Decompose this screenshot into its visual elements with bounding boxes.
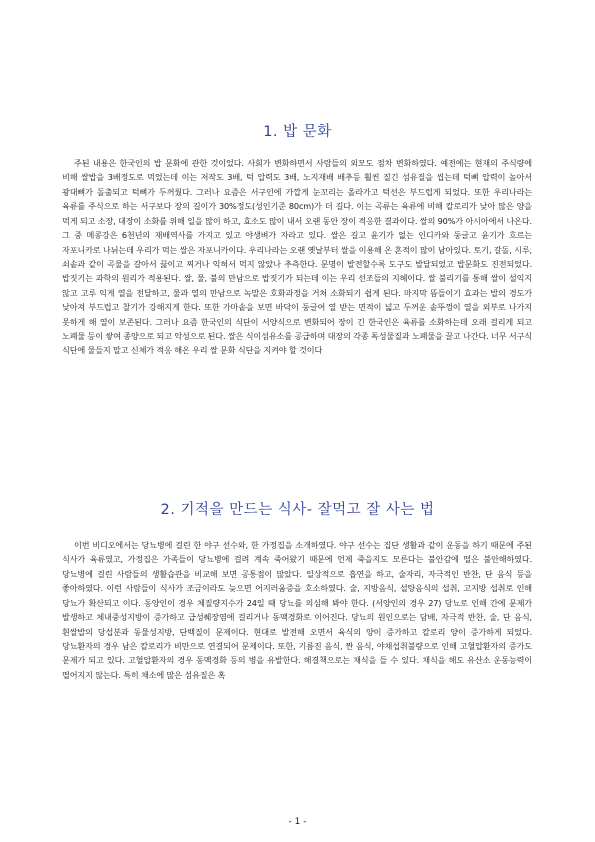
section-2-title: 2. 기적을 만드는 식사- 잘먹고 잘 사는 법 [160, 502, 435, 518]
section-2-body: 이번 비디오에서는 당뇨병에 걸린 한 야구 선수와, 한 가정집을 소개하였다. 야구 선수는 집단 생활과 같이 운동을 하기 때문에 주된 식사가 육류였고, 가정집은 가족들이 당뇨병에 걸려 계속 죽어왔기 때문에 언제 죽을지도 모른다는 불안감에 떨은 불안해하였다. 당뇨병에 걸린 사람들의 생활습관을 비교해 보면 공통점이 많았다. 일상적으로 흡연을 하고, 술자리, 자극적인 반찬, 단 음식 등을 좋아하였다. 이런 사람들이 식사가 조금이라도 늦으면 어지러움증을 호소하였다. 술, 지방음식, 설탕음식의 섭취, 고지방 섭취로 인해 당뇨가 확산되고 이다. 동양인이 경우 체질량지수가 24일 때 당뇨를 의심해 봐야 한다. (서양인의 경우 27) 당뇨로 인해 간에 문제가 발생하고 체내중성지방이 증가하고 급성췌장염에 걸리거나 동맥경화로 이어진다. 당뇨의 원인으로는 담배, 자극적 반찬, 술, 단 음식, 흰쌀밥의 당섭분과 동물성지방, 단백질이 문제이다. 현대로 발전해 오면서 육식의 양이 증가하고 칼로리 양이 증가하게 되었다. 당뇨환자의 경우 남은 칼로리가 비만으로 연결되어 문제이다. 또한, 기름진 음식, 짠 음식, 야채섭취불량으로 인해 고혈압환자의 증가도 문제가 되고 있다. 고혈압환자의 경우 동맥경화 등의 병을 유발한다. 해결책으로는 채식을 들 수 있다. 채식을 해도 유산소 운동능력이 떨어지지 않는다. 특히 채소에 많은 섬유질은 혹 [62, 540, 532, 680]
page-number: - 1 - [288, 817, 307, 827]
section-1-body: 주된 내용은 한국인의 밥 문화에 관한 것이었다. 사회가 변화하면서 사람들의 외모도 점차 변화하였다. 예전에는 현재의 주식량에 비해 쌀밥을 3배정도로 먹었는데 이는 저작도 3배, 턱 압력도 3배, 노지재배 배추등 훨씬 질긴 섬유질을 씹는데 턱뼈 압력이 높아서 광대뼈가 돌출되고 턱뼈가 두꺼웠다. 그러나 요즘은 서구인에 가깝게 눈꼬리는 올라가고 턱선은 부드럽게 되었다. 또한 우리나라는 육류를 주식으로 하는 서구보다 장의 길이가 30%정도(성인기준 80cm)가 더 길다. 이는 곡류는 육류에 비해 칼로리가 낮아 많은 양을 먹게 되고 소장, 대장이 소화를 위해 일을 많이 하고, 효소도 많이 내서 오랜 동안 장이 적응한 결과이다. 쌀의 90%가 아시아에서 나온다. 그 중 메콩강은 6천년의 재배역사를 가지고 있고 야생벼가 자라고 있다. 쌀은 길고 윤기가 없는 인디카와 둥글고 윤기가 흐르는 자포니카로 나뉘는데 우리가 먹는 쌀은 자포니카이다. 우리나라는 오랜 옛날부터 쌀을 이용해 온 흔적이 많이 남아있다. 토기, 갈돌, 시루, 쇠솥과 같이 곡물을 갈아서 끓이고 찌거나 익혀서 먹지 않았나 추측한다. 문명이 발전할수록 도구도 발달되었고 밥문화도 진전되었다. 밥짓기는 과학의 원리가 적용된다. 쌀, 물, 불의 만남으로 밥짓기가 되는데 이는 우리 선조들의 지혜이다. 쌀 불리기를 통해 쌀이 설익지 않고 고루 익게 열을 전달하고, 물과 열의 만남으로 녹말은 호화과정을 거쳐 소화되기 쉽게 된다. 마지막 뜸들이기 효과는 밥의 경도가 낮아져 부드럽고 찰기가 강해지게 한다. 또한 가마솥을 보면 바닥이 둥글어 열 받는 면적이 넓고 두꺼운 솥뚜껑이 열을 외부로 나가지 못하게 해 열이 보존된다. 그러나 요즘 한국인의 식단이 서양식으로 변화되어 장이 긴 한국인은 육류를 소화하는데 오래 걸리게 되고 노폐물 등이 쌓여 종양으로 되고 악성으로 된다. 쌀은 식이섬유소를 공급하며 대장의 각종 독성물질과 노폐물을 끌고 나간다. 너무 서구식 식단에 물들지 말고 신체가 적응 해온 우리 쌀 문화 식단을 지켜야 할 것이다 [62, 158, 532, 356]
section-1-title: 1. 밥 문화 [263, 124, 332, 140]
